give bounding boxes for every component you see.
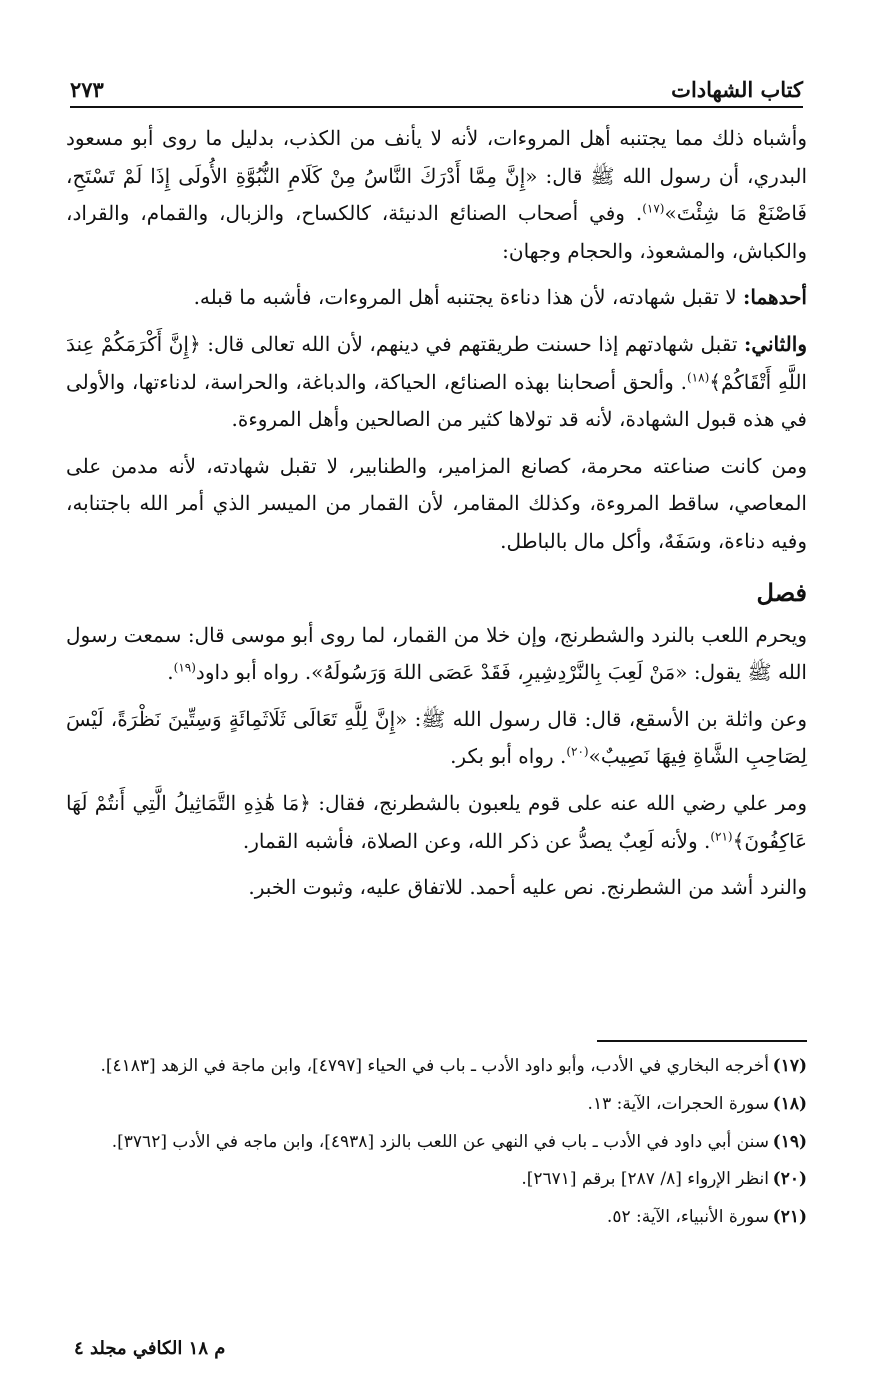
- footnote-ref-20: (٢٠): [566, 744, 589, 759]
- footnote-ref-21: (٢١): [710, 828, 733, 843]
- footnote: [66, 1052, 807, 1082]
- paragraph-2-label: أحدهما:: [742, 285, 807, 310]
- paragraph-2: [66, 279, 807, 317]
- footnote-divider: [597, 1040, 807, 1042]
- footnote: [66, 1203, 807, 1233]
- printer-signature: م ١٨ الكافي مجلد ٤: [74, 1338, 226, 1359]
- running-header: [70, 62, 803, 108]
- paragraph-5-tail: .: [167, 660, 174, 685]
- footnote-text: أخرجه البخاري في الأدب، وأبو داود الأدب ـ باب في الحياء [٤٧٩٧]، وابن ماجة في الزهد [٤١٨٣].: [100, 1056, 769, 1076]
- footnote-number: (١٩): [772, 1131, 807, 1152]
- paragraph-5-text: ويحرم اللعب بالنرد والشطرنج، وإن خلا من القمار، لما روى أبو موسى قال: سمعت رسول الله ﷺ يقول: «مَنْ لَعِبَ بِالنَّرْدِشِيرِ، فَقَدْ عَصَى اللهَ وَرَسُولَهُ». رواه أبو داود: [66, 622, 807, 685]
- footnote-text: سنن أبي داود في الأدب ـ باب في النهي عن اللعب بالزد [٤٩٣٨]، وابن ماجه في الأدب [٣٧٦٢].: [111, 1131, 769, 1152]
- main-text: [66, 120, 807, 916]
- page-number: ٢٧٣: [70, 77, 104, 102]
- paragraph-7-text: ومر علي رضي الله عنه على قوم يلعبون بالشطرنج، فقال: ﴿مَا هَٰذِهِ التَّمَاثِيلُ الَّتِي أَنتُمْ لَهَا عَاكِفُونَ﴾: [66, 791, 807, 853]
- paragraph-1-tail: . وفي أصحاب الصنائع الدنيئة، كالكساح، والزبال، والقمام، والقراد، والكباش، والمشعوذ، والحجام وجهان:: [66, 201, 807, 263]
- paragraph-3-label: والثاني:: [743, 331, 807, 356]
- paragraph-3-tail: . وألحق أصحابنا بهذه الصنائع، الحياكة، والدباغة، والحراسة، لدناءتها، والأولى في هذه قبول الشهادة، لأنه قد تولاها كثير من الصالحين وأهل المروءة.: [66, 369, 807, 432]
- footnote-ref-18: (١٨): [686, 369, 710, 384]
- footnote-ref-19: (١٩): [173, 660, 196, 675]
- paragraph-5: [66, 617, 807, 692]
- footnote-ref-17: (١٧): [642, 201, 665, 216]
- footnote: [66, 1128, 807, 1158]
- footnote-number: (٢١): [772, 1207, 807, 1227]
- footnote-number: (١٧): [772, 1056, 807, 1076]
- footnote-number: (٢٠): [772, 1169, 807, 1190]
- paragraph-6-text: وعن واثلة بن الأسقع، قال: قال رسول الله ﷺ: «إِنَّ لِلَّهِ تَعَالَى ثَلَاثَمِائَةٍ وَسِتِّينَ نَظْرَةً، لَيْسَ لِصَاحِبِ الشَّاةِ فِيهَا نَصِيبٌ»: [66, 706, 808, 769]
- paragraph-1: [66, 120, 807, 270]
- footnote-text: سورة الأنبياء، الآية: ٥٢.: [606, 1207, 769, 1227]
- footnote-number: (١٨): [772, 1093, 807, 1114]
- paragraph-6-tail: . رواه أبو بكر.: [450, 744, 567, 769]
- paragraph-6: [66, 701, 807, 776]
- footnotes: [66, 1052, 807, 1241]
- footnote-text: سورة الحجرات، الآية: ١٣.: [587, 1093, 769, 1114]
- paragraph-3-text: تقبل شهادتهم إذا حسنت طريقتهم في دينهم، لأن الله تعالى قال: ﴿إِنَّ أَكْرَمَكُمْ عِندَ اللَّهِ أَتْقَاكُمْ﴾: [66, 331, 807, 394]
- paragraph-7-tail: . ولأنه لَعِبٌ يصدُّ عن ذكر الله، وعن الصلاة، فأشبه القمار.: [242, 828, 711, 853]
- paragraph-3: [66, 326, 807, 439]
- footnote: [66, 1090, 807, 1120]
- section-heading: فصل: [756, 577, 807, 607]
- footnote: [66, 1165, 807, 1195]
- paragraph-1-text: وأشباه ذلك مما يجتنبه أهل المروءات، لأنه لا يأنف من الكذب، بدليل ما روى أبو مسعود البدري، أن رسول الله ﷺ قال: «إِنَّ مِمَّا أَدْرَكَ النَّاسُ مِنْ كَلَامِ النُّبُوَّةِ الأُولَى إِذَا لَمْ تَسْتَحِ، فَاصْنَعْ مَا شِئْتَ»: [66, 126, 807, 226]
- paragraph-2-text: لا تقبل شهادته، لأن هذا دناءة يجتنبه أهل المروءات، فأشبه ما قبله.: [193, 285, 743, 310]
- paragraph-8: والنرد أشد من الشطرنج. نص عليه أحمد. للاتفاق عليه، وثبوت الخبر.: [248, 875, 807, 900]
- paragraph-7: [66, 785, 807, 860]
- chapter-title: كتاب الشهادات: [671, 77, 803, 102]
- footnote-text: انظر الإرواء [٨/ ٢٨٧] برقم [٢٦٧١].: [521, 1169, 769, 1190]
- paragraph-4: ومن كانت صناعته محرمة، كصانع المزامير، والطنابير، لا تقبل شهادته، لأنه مدمن على المعاصي، ساقط المروءة، وكذلك المقامر، لأن القمار من الميسر الذي أمر الله باجتنابه، وفيه دناءة، وسَفَهٌ، وأكل مال بالباطل.: [66, 453, 807, 553]
